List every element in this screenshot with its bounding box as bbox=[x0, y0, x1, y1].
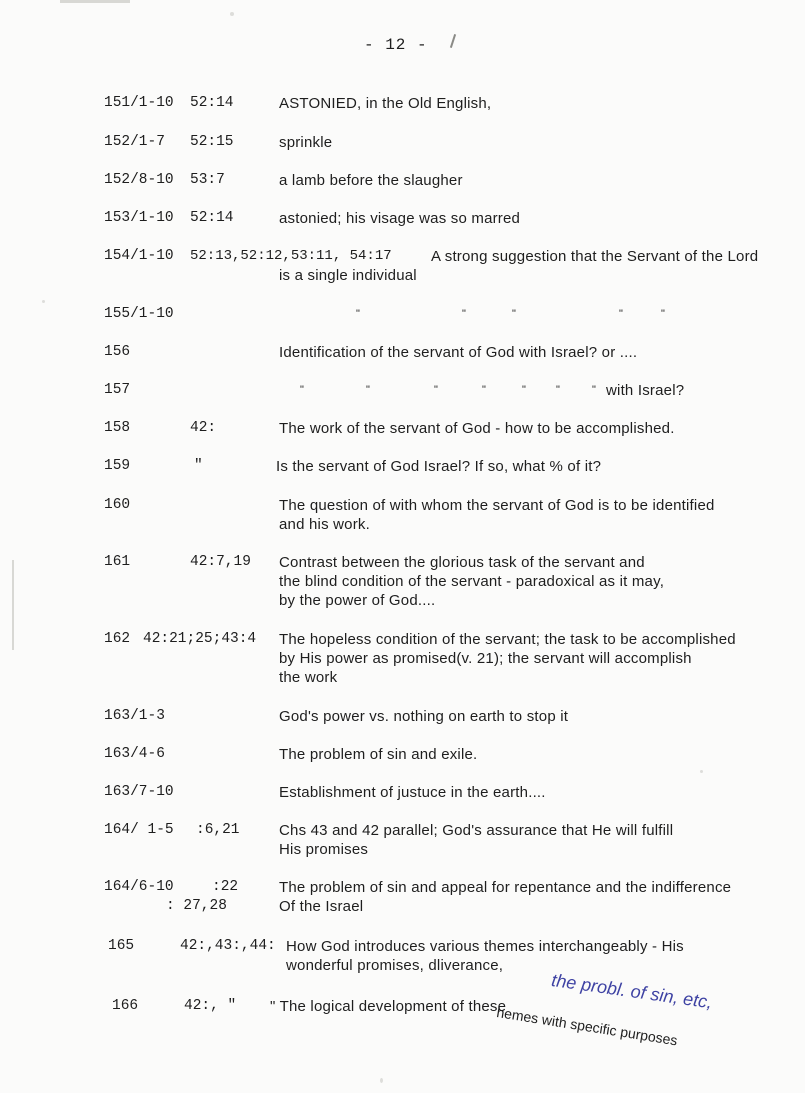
entry-line: ASTONIED, in the Old English, bbox=[279, 95, 492, 112]
entry-line: God's power vs. nothing on earth to stop it bbox=[279, 708, 569, 725]
entry-text bbox=[431, 247, 758, 266]
ditto-mark: " bbox=[366, 384, 370, 396]
entry-line: The work of the servant of God - how to be accomplished. bbox=[279, 420, 675, 437]
entry-ref: 163/1-3 bbox=[104, 708, 165, 724]
entry-text bbox=[279, 783, 546, 802]
skewed-tail-text: hemes with specific purposes bbox=[495, 1004, 679, 1049]
pencil-mark bbox=[450, 34, 456, 48]
entry-ref: 151/1-10 bbox=[104, 95, 174, 111]
ditto-mark: " bbox=[462, 308, 466, 320]
entry-text bbox=[279, 419, 675, 438]
entry-line: Establishment of justuce in the earth.... bbox=[279, 784, 546, 801]
entry-line: His promises bbox=[279, 841, 369, 858]
entry-verse: 52:14 bbox=[190, 210, 234, 226]
entry-verse: :22 bbox=[212, 879, 239, 895]
scan-edge-mark bbox=[12, 560, 14, 650]
entry-verse: 52:14 bbox=[190, 95, 234, 111]
entry-line: by His power as promised(v. 21); the servant will accomplish bbox=[279, 650, 692, 667]
entry-line: Of the Israel bbox=[279, 898, 364, 915]
entry-verse: 42:21;25;43:4 bbox=[143, 631, 257, 647]
entry-line: The hopeless condition of the servant; the task to be accomplished bbox=[279, 631, 736, 648]
entry-verse: 52:15 bbox=[190, 134, 234, 150]
entry-line: sprinkle bbox=[279, 134, 333, 151]
entry-text bbox=[279, 266, 417, 285]
entry-ref: 159 bbox=[104, 458, 131, 474]
entry-line: by the power of God.... bbox=[279, 592, 436, 609]
entry-line: is a single individual bbox=[279, 267, 417, 284]
entry-ref: 165 bbox=[108, 938, 135, 954]
entry-text bbox=[286, 937, 684, 975]
entry-line: The problem of sin and appeal for repentance and the indifference bbox=[279, 879, 732, 896]
entry-text bbox=[279, 630, 736, 687]
entry-text bbox=[270, 997, 506, 1016]
entry-text bbox=[279, 94, 491, 113]
entry-ref: 155/1-10 bbox=[104, 306, 174, 322]
entry-verse: 52:13,52:12,53:11, 54:17 bbox=[190, 248, 392, 264]
ditto-mark: " bbox=[482, 384, 486, 396]
entry-ref: 161 bbox=[104, 554, 131, 570]
entry-ref: 152/1-7 bbox=[104, 134, 165, 150]
entry-verse: :6,21 bbox=[196, 822, 240, 838]
entry-ref: 160 bbox=[104, 497, 131, 513]
entry-ref: 154/1-10 bbox=[104, 248, 174, 264]
ditto-mark: " bbox=[300, 384, 304, 396]
entry-line: Is the servant of God Israel? If so, what % of it? bbox=[276, 458, 602, 475]
entry-verse: " bbox=[194, 458, 203, 474]
entry-line: and his work. bbox=[279, 516, 370, 533]
entry-ref: 163/4-6 bbox=[104, 746, 165, 762]
entry-ref: 164/ 1-5 bbox=[104, 822, 174, 838]
entry-ref: 157 bbox=[104, 382, 131, 398]
ditto-mark: " bbox=[512, 308, 516, 320]
ditto-mark: " bbox=[592, 384, 596, 396]
entry-line: Chs 43 and 42 parallel; God's assurance that He will fulfill bbox=[279, 822, 674, 839]
page-number: - 12 - bbox=[364, 36, 428, 54]
ditto-mark: " bbox=[661, 308, 665, 320]
entry-ref: 156 bbox=[104, 344, 131, 360]
entry-text bbox=[279, 553, 664, 610]
entry-text bbox=[279, 343, 637, 362]
entry-text bbox=[279, 745, 477, 764]
entry-line: wonderful promises, dliverance, bbox=[286, 957, 504, 974]
entry-verse: : 27,28 bbox=[166, 898, 227, 914]
ditto-mark: " bbox=[356, 308, 360, 320]
entry-line: astonied; his visage was so marred bbox=[279, 210, 521, 227]
entry-text bbox=[279, 878, 731, 916]
scan-edge-mark bbox=[60, 0, 130, 3]
entry-text bbox=[279, 821, 673, 859]
entry-ref: 162 bbox=[104, 631, 131, 647]
entry-line: the blind condition of the servant - paradoxical as it may, bbox=[279, 573, 665, 590]
stamped-text: the probl. of sin, etc, bbox=[550, 970, 714, 1013]
entry-ref: 166 bbox=[112, 998, 139, 1014]
ditto-mark: " bbox=[619, 308, 623, 320]
entry-text bbox=[279, 209, 520, 228]
entry-line: Contrast between the glorious task of the servant and bbox=[279, 554, 645, 571]
scan-speck bbox=[42, 300, 45, 303]
ditto-mark: " bbox=[556, 384, 560, 396]
scan-speck bbox=[700, 770, 703, 773]
ditto-mark: " bbox=[522, 384, 526, 396]
entry-line: " The logical development of these bbox=[270, 998, 507, 1015]
entry-verse: 42:,43:,44: bbox=[180, 938, 276, 954]
scan-speck bbox=[380, 1078, 383, 1083]
ditto-mark: " bbox=[434, 384, 438, 396]
entry-line: Identification of the servant of God with Israel? or .... bbox=[279, 344, 638, 361]
entry-line: A strong suggestion that the Servant of the Lord bbox=[431, 248, 759, 265]
entry-text bbox=[606, 381, 684, 400]
entry-ref: 163/7-10 bbox=[104, 784, 174, 800]
entry-line: How God introduces various themes interchangeably - His bbox=[286, 938, 684, 955]
entry-line: the work bbox=[279, 669, 338, 686]
entry-ref: 164/6-10 bbox=[104, 879, 174, 895]
entry-text bbox=[279, 133, 332, 152]
entry-verse: 42: bbox=[190, 420, 217, 436]
entry-text bbox=[279, 707, 568, 726]
entry-verse: 42:7,19 bbox=[190, 554, 251, 570]
entry-text bbox=[276, 457, 601, 476]
entry-line: The problem of sin and exile. bbox=[279, 746, 478, 763]
entry-verse: 53:7 bbox=[190, 172, 225, 188]
entry-ref: 158 bbox=[104, 420, 131, 436]
entry-text bbox=[279, 171, 463, 190]
entry-verse: 42:, " bbox=[184, 998, 237, 1014]
entry-line: The question of with whom the servant of God is to be identified bbox=[279, 497, 715, 514]
entry-ref: 152/8-10 bbox=[104, 172, 174, 188]
entry-text bbox=[279, 496, 715, 534]
entry-line: a lamb before the slaugher bbox=[279, 172, 463, 189]
scan-speck bbox=[230, 12, 234, 16]
entry-ref: 153/1-10 bbox=[104, 210, 174, 226]
entry-line: with Israel? bbox=[606, 382, 685, 399]
